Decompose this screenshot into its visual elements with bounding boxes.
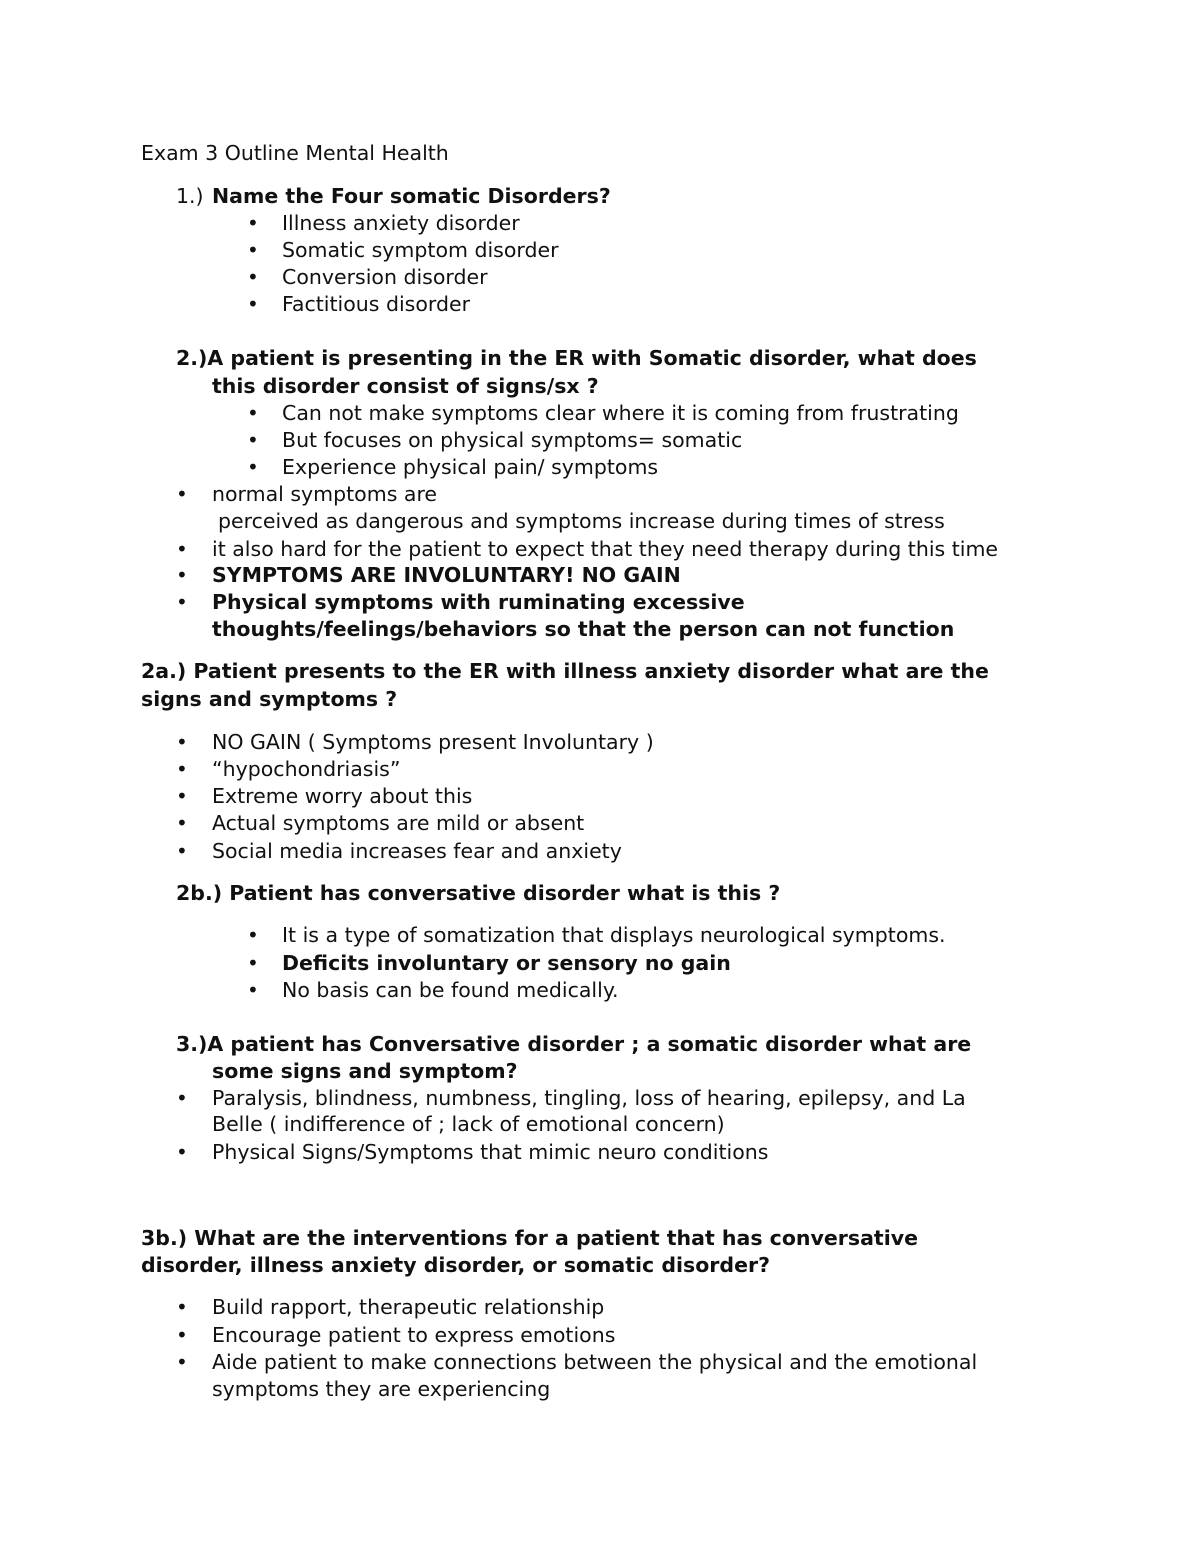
bullet [176, 1085, 188, 1112]
q3-question-line2: some signs and symptom? [212, 1059, 518, 1083]
bullet [176, 810, 188, 837]
bullet [247, 454, 259, 481]
q3b-item: Aide patient to make connections between the physical and the emotional [212, 1350, 978, 1374]
bullet [176, 1322, 188, 1349]
bullet [176, 838, 188, 865]
q2a-question-line2: signs and symptoms ? [141, 687, 398, 711]
doc-title: Exam 3 Outline Mental Health [141, 141, 449, 165]
bullet [247, 427, 259, 454]
q3b-question-line2: disorder, illness anxiety disorder, or somatic disorder? [141, 1253, 770, 1277]
bullet [247, 210, 259, 237]
q2a-item: Extreme worry about this [212, 784, 473, 808]
q2-sub-item: Can not make symptoms clear where it is coming from frustrating [282, 401, 959, 425]
bullet [176, 729, 188, 756]
q3b-item: Encourage patient to express emotions [212, 1323, 616, 1347]
bullet [176, 589, 188, 616]
q2a-question-line1: 2a.) Patient presents to the ER with illness anxiety disorder what are the [141, 659, 989, 683]
q3-item: Paralysis, blindness, numbness, tingling, loss of hearing, epilepsy, and La [212, 1086, 966, 1110]
bullet [247, 400, 259, 427]
q2b-item: Deficits involuntary or sensory no gain [282, 951, 731, 975]
bullet [176, 1139, 188, 1166]
q3-item: Physical Signs/Symptoms that mimic neuro conditions [212, 1140, 769, 1164]
q2-item: normal symptoms are [212, 482, 438, 506]
bullet [176, 536, 188, 563]
q2a-item: “hypochondriasis” [212, 757, 401, 781]
q2-question-line2: this disorder consist of signs/sx ? [212, 374, 599, 398]
bullet [247, 922, 259, 949]
q1-question: Name the Four somatic Disorders? [212, 184, 611, 208]
q2-item: SYMPTOMS ARE INVOLUNTARY! NO GAIN [212, 563, 681, 587]
bullet [247, 264, 259, 291]
q1-number: 1.) [176, 184, 204, 208]
q2-item: thoughts/feelings/behaviors so that the person can not function [212, 617, 955, 641]
q2-item: Physical symptoms with ruminating excessive [212, 590, 745, 614]
bullet [247, 237, 259, 264]
q3b-item: Build rapport, therapeutic relationship [212, 1295, 605, 1319]
bullet [176, 562, 188, 589]
q3b-question-line1: 3b.) What are the interventions for a patient that has conversative [141, 1226, 919, 1250]
q3-question-line1: 3.)A patient has Conversative disorder ; a somatic disorder what are [176, 1032, 972, 1056]
q1-item: Illness anxiety disorder [282, 211, 520, 235]
bullet [247, 291, 259, 318]
q1-item: Conversion disorder [282, 265, 488, 289]
bullet [176, 481, 188, 508]
bullet [176, 1294, 188, 1321]
q2b-item: No basis can be found medically. [282, 978, 619, 1002]
q2a-item: NO GAIN ( Symptoms present Involuntary ) [212, 730, 654, 754]
q2-sub-item: Experience physical pain/ symptoms [282, 455, 659, 479]
bullet [176, 783, 188, 810]
q1-item: Somatic symptom disorder [282, 238, 559, 262]
q3-item: Belle ( indifference of ; lack of emotional concern) [212, 1112, 725, 1136]
q2-sub-item: But focuses on physical symptoms= somatic [282, 428, 743, 452]
bullet [247, 950, 259, 977]
q1-item: Factitious disorder [282, 292, 470, 316]
q2-item: perceived as dangerous and symptoms increase during times of stress [218, 509, 945, 533]
bullet [176, 1349, 188, 1376]
q2a-item: Actual symptoms are mild or absent [212, 811, 585, 835]
q2a-item: Social media increases fear and anxiety [212, 839, 622, 863]
q2b-question: 2b.) Patient has conversative disorder what is this ? [176, 881, 781, 905]
q2-item: it also hard for the patient to expect that they need therapy during this time [212, 537, 999, 561]
q2b-item: It is a type of somatization that displays neurological symptoms. [282, 923, 946, 947]
bullet [176, 756, 188, 783]
q3b-item: symptoms they are experiencing [212, 1377, 551, 1401]
q2-question-line1: 2.)A patient is presenting in the ER with Somatic disorder, what does [176, 346, 977, 370]
bullet [247, 977, 259, 1004]
